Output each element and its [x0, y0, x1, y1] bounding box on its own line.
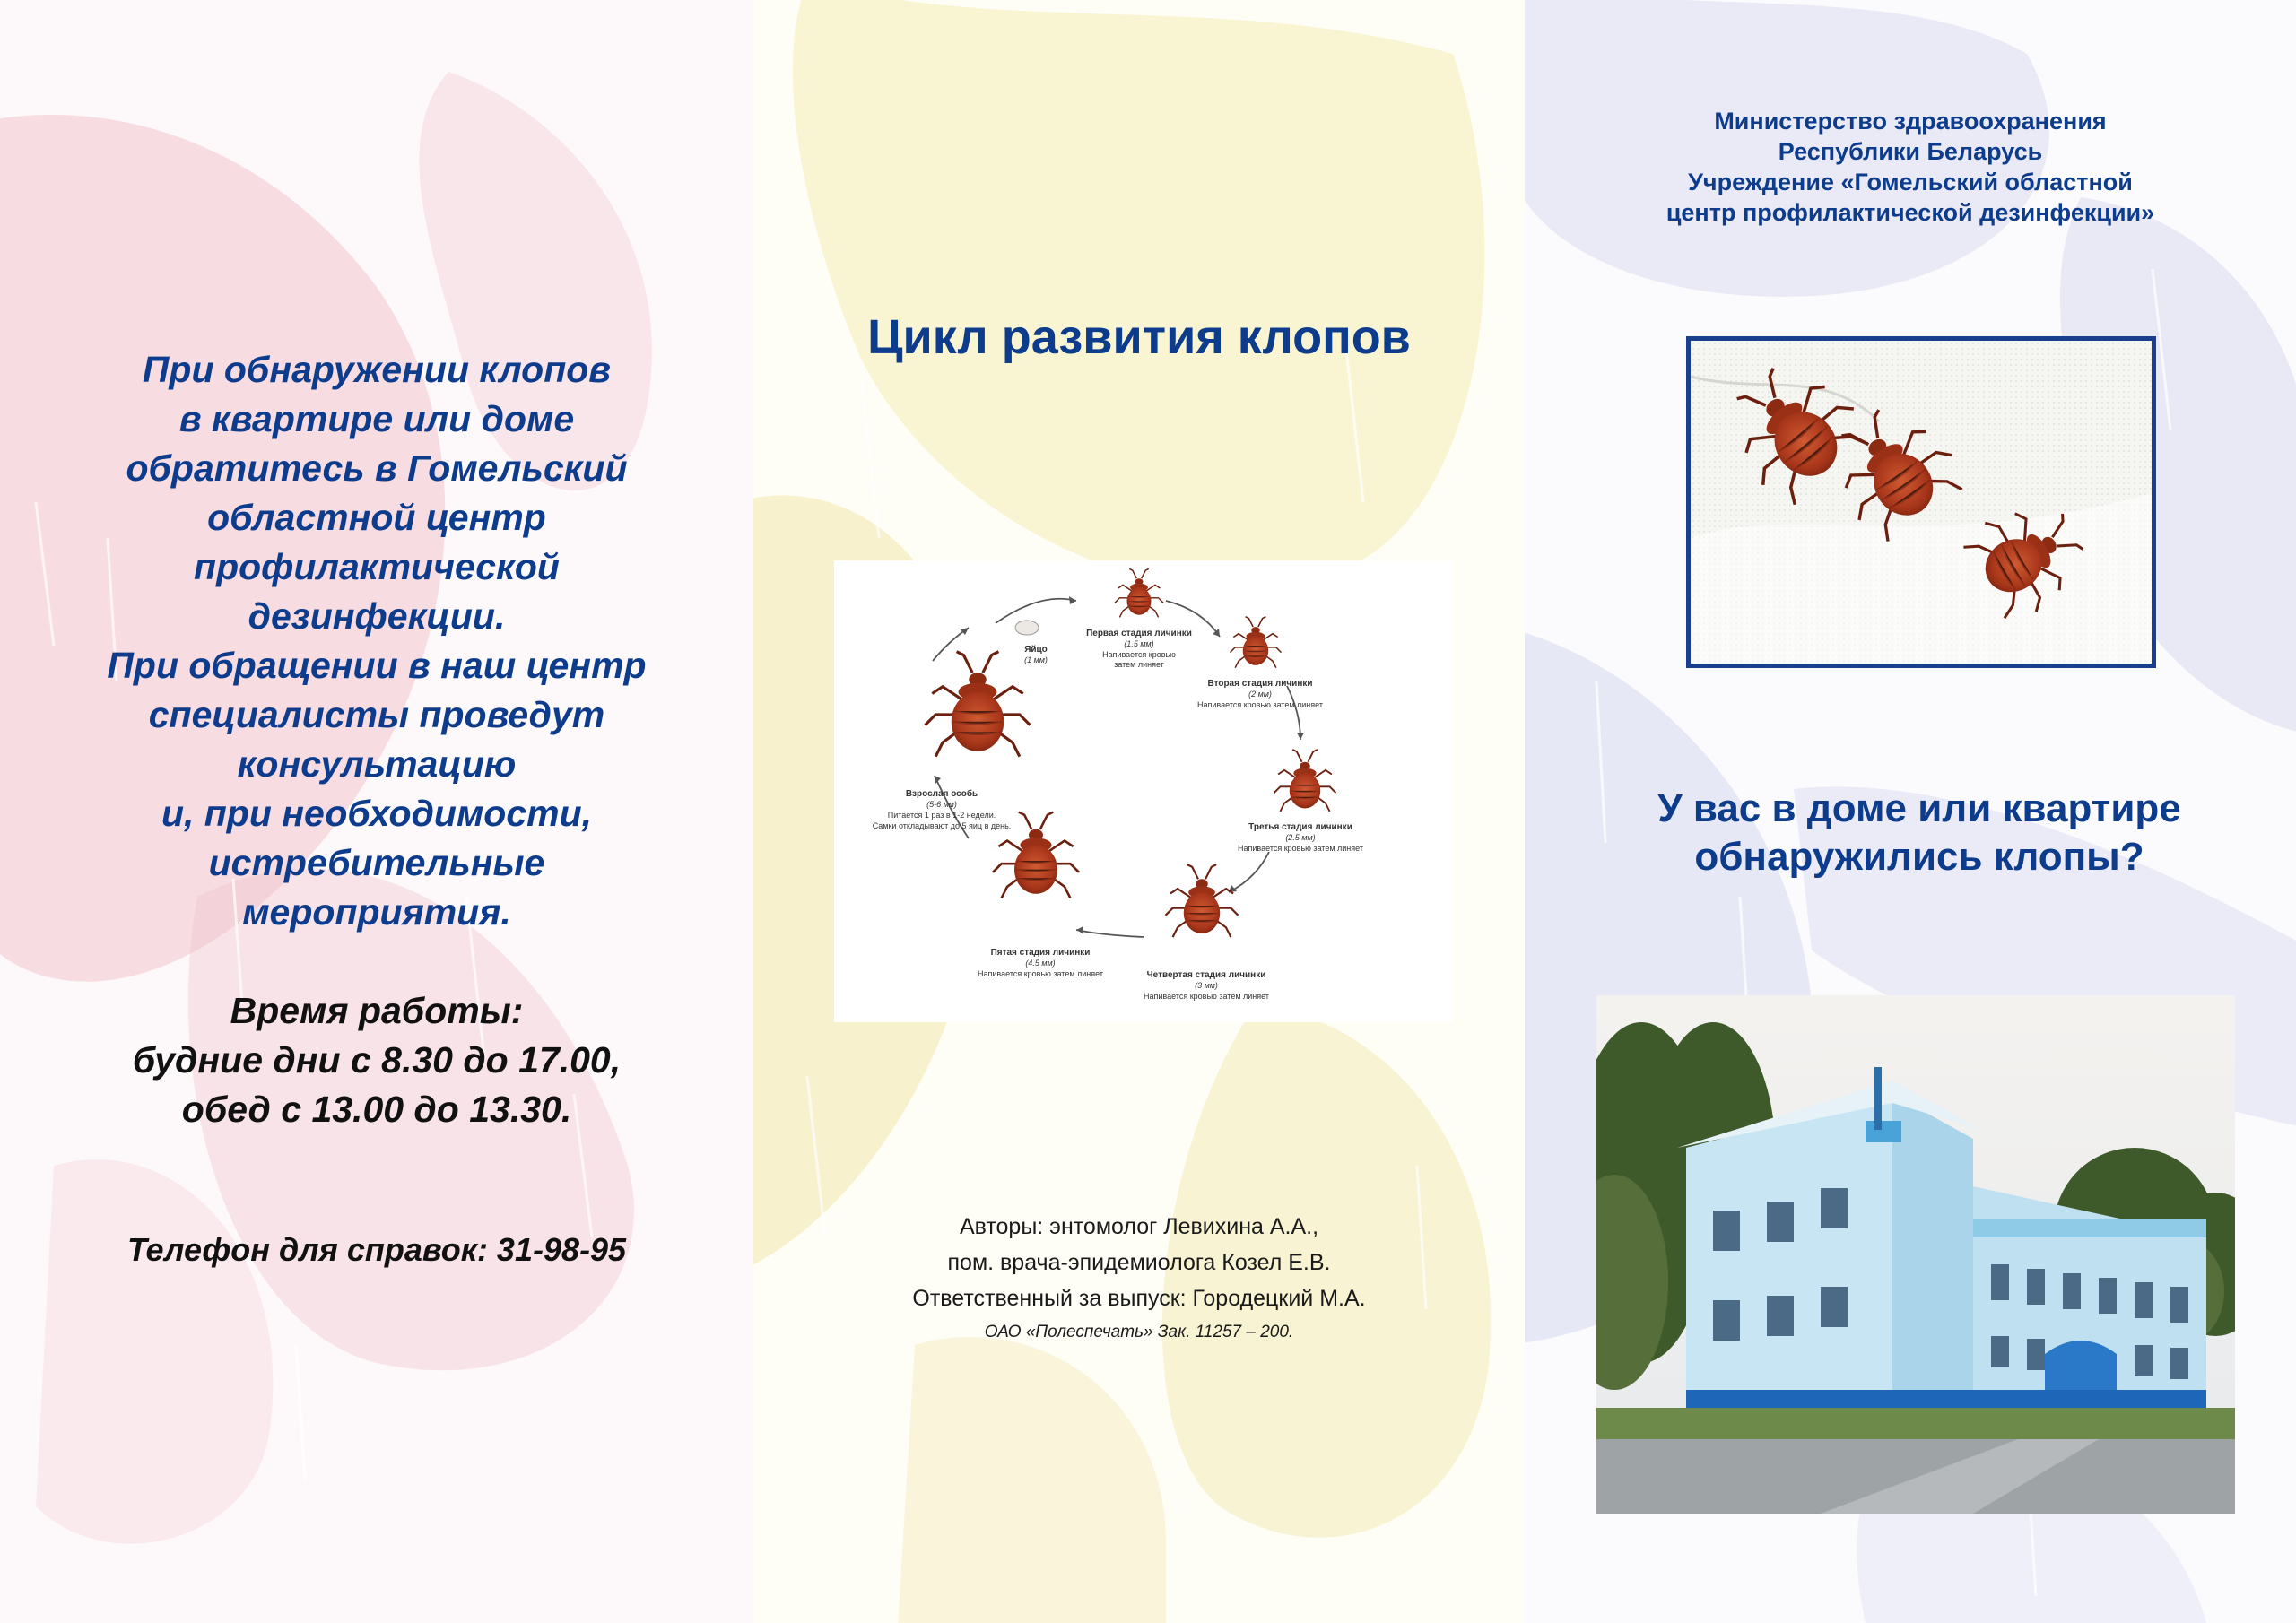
credits-authors: Авторы: энтомолог Левихина А.А., [959, 1214, 1319, 1239]
contact-line: в квартире или доме [178, 398, 575, 439]
adult-note: Питается 1 раз в 1-2 недели. [887, 811, 996, 820]
stage4-label: Четвертая стадия личинки [1146, 970, 1266, 980]
credits [753, 1209, 1525, 1349]
adult-note: Самки откладывают до 5 яиц в день. [872, 821, 1012, 830]
stage1-note: затем линяет [1114, 660, 1164, 669]
stage3-size: (2.5 мм) [1285, 833, 1316, 842]
contact-line: консультацию [237, 743, 517, 785]
ministry-line: центр профилактической дезинфекции» [1665, 199, 2155, 226]
contact-line: обратитесь в Гомельский [126, 447, 628, 489]
contact-line: и, при необходимости, [161, 793, 593, 834]
stage2-size: (2 мм) [1248, 690, 1272, 699]
ministry-line: Учреждение «Гомельский областной [1688, 169, 2133, 195]
contact-line: дезинфекции. [248, 595, 506, 637]
contact-line: специалисты проведут [148, 694, 605, 735]
question-line: обнаружились клопы? [1694, 835, 2144, 879]
hours-line: будние дни с 8.30 до 17.00, [132, 1039, 622, 1081]
lifecycle-diagram [834, 560, 1453, 1022]
stage5-size: (4.5 мм) [1025, 959, 1056, 968]
panel-middle [753, 0, 1525, 1623]
stage4-size: (3 мм) [1195, 981, 1218, 990]
stage1-label: Первая стадия личинки [1086, 629, 1192, 638]
stage3-label: Третья стадия личинки [1248, 822, 1352, 832]
working-hours [54, 986, 700, 1134]
stage2-note: Напивается кровью затем линяет [1197, 700, 1323, 709]
adult-size: (5-6 мм) [926, 800, 957, 809]
contact-line: мероприятия. [242, 891, 511, 933]
ministry-header [1525, 106, 2296, 228]
egg-shape [1015, 621, 1039, 635]
contact-line: профилактической [194, 546, 560, 587]
lifecycle-title: Цикл развития клопов [867, 310, 1411, 364]
stage5-label: Пятая стадия личинки [990, 948, 1091, 958]
egg-label: Яйцо [1024, 645, 1048, 655]
stage1-note: Напивается кровью [1102, 650, 1176, 659]
egg-size: (1 мм) [1024, 655, 1048, 664]
hours-line: обед с 13.00 до 13.30. [181, 1089, 572, 1130]
ministry-line: Республики Беларусь [1778, 138, 2043, 165]
hours-line: Время работы: [230, 990, 524, 1031]
stage3-note: Напивается кровью затем линяет [1238, 844, 1363, 853]
contact-line: При обращении в наш центр [107, 645, 647, 686]
bedbugs-photo [1686, 336, 2156, 668]
stage4-note: Напивается кровью затем линяет [1144, 992, 1269, 1001]
contact-line: областной центр [207, 497, 546, 538]
credits-printer: ОАО «Полеспечать» Зак. 11257 – 200. [984, 1323, 1294, 1341]
stage2-label: Вторая стадия личинки [1207, 679, 1313, 689]
stage1-size: (1.5 мм) [1124, 639, 1154, 648]
stage5-note: Напивается кровью затем линяет [978, 969, 1103, 978]
panel-left [0, 0, 753, 1623]
ministry-line: Министерство здравоохранения [1714, 108, 2107, 135]
contact-line: При обнаружении клопов [142, 349, 612, 390]
credits-assistant: пом. врача-эпидемиолога Козел Е.В. [947, 1250, 1331, 1275]
contact-advice-text [54, 345, 700, 937]
adult-label: Взрослая особь [905, 789, 978, 799]
center-building-photo [1596, 995, 2235, 1514]
panel-right [1525, 0, 2296, 1623]
bedbugs-question [1578, 785, 2260, 881]
contact-line: истребительные [208, 842, 545, 883]
question-line: У вас в доме или квартире [1657, 786, 2181, 830]
phone-info: Телефон для справок: 31-98-95 [126, 1231, 627, 1268]
credits-responsible: Ответственный за выпуск: Городецкий М.А. [912, 1286, 1366, 1311]
